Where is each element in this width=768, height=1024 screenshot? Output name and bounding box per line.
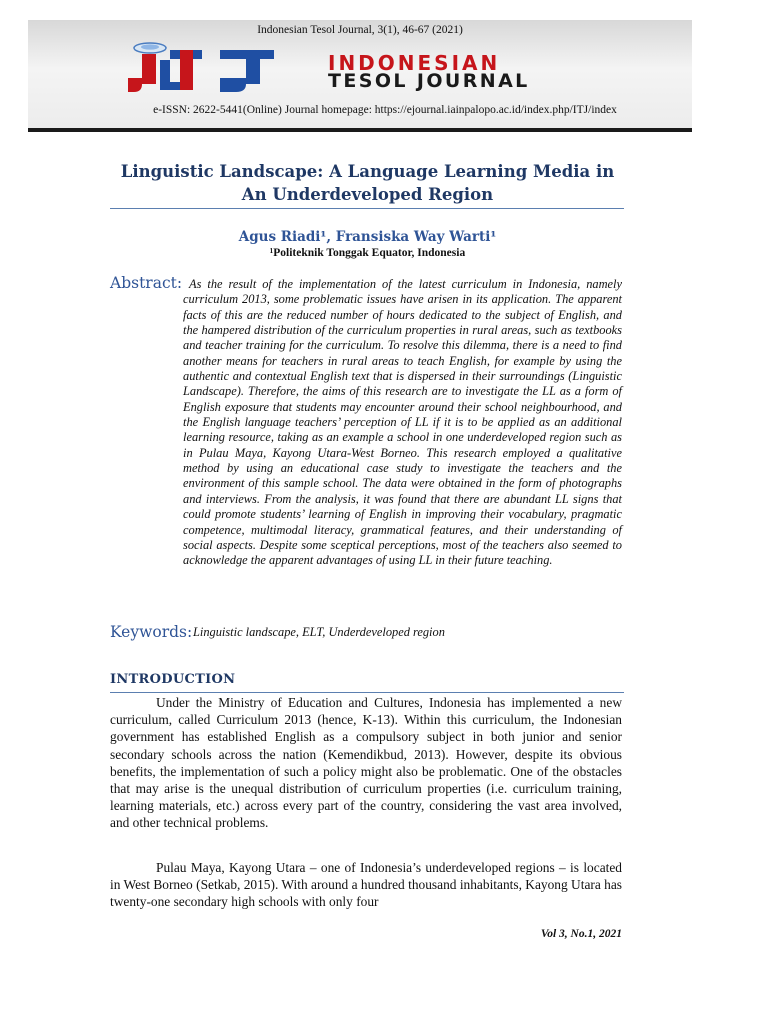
- journal-citation: Indonesian Tesol Journal, 3(1), 46-67 (2021): [257, 24, 463, 36]
- article-authors: Agus Riadi¹, Fransiska Way Warti¹: [238, 229, 497, 245]
- abstract-text: As the result of the implementation of the latest curriculum in Indonesia, namely curriculum 2013, some problematic issues have arisen in its application. The apparent facts of this are the reduced number of hours dedicated to the subject of English, and the hampered distribution of the curriculum properties in rural areas, such as textbooks and teacher training for the curriculum. To resolve this dilemma, there is a need to find another means for teachers in rural areas to teach English, for example by using the authentic and contextual English text that is dispersed in their surroundings (Linguistic Landscape). Therefore, the aims of this research are to investigate the LL as a form of English exposure that students may encounter around their school neighbourhood, and the English language teachers’ perception of LL if it is to be applied as an additional learning resource, taking as an example a school in one underdeveloped region such as in Pulau Maya, Kayong Utara-West Borneo. This research employed a qualitative method by using an educational case study to investigate the teachers and the environment of this sample school. The data were obtained in the form of photographs and interviews. From the analysis, it was found that there are abundant LL signs that could promote students’ learning of English in improving their vocabulary, pragmatic competence, multimodal literacy, grammatical features, and their understanding of social aspects. Despite some sceptical perceptions, most of the teachers also seemed to acknowledge the apparent advantages of using LL in their future teaching.: [183, 277, 622, 568]
- introduction-divider: [110, 692, 624, 693]
- author-affiliation: ¹Politeknik Tonggak Equator, Indonesia: [269, 247, 466, 259]
- volume-footer: Vol 3, No.1, 2021: [540, 928, 622, 940]
- journal-name: [328, 51, 530, 92]
- introduction-heading: INTRODUCTION: [110, 672, 236, 687]
- introduction-paragraph-1: Under the Ministry of Education and Cultures, Indonesia has implemented a new curriculum, called Curriculum 2013 (hence, K-13). Within this curriculum, the Indonesian government has established English as a compulsory subject in both junior and senior secondary schools across the nation (Kemendikbud, 2013). However, despite its obvious benefits, the implementation of such a policy might also be problematic. One of the obstacles that may arise is the unequal distribution of curriculum properties (i.e. curriculum training, learning materials, etc.) across every part of the country, considering the vast area involved, and other technical problems.: [110, 695, 622, 831]
- abstract-label: Abstract:: [110, 274, 183, 292]
- journal-name-line1: INDONESIAN: [328, 51, 501, 75]
- introduction-paragraph-2: Pulau Maya, Kayong Utara – one of Indonesia’s underdeveloped regions – is located in West Borneo (Setkab, 2015). With around a hundred thousand inhabitants, Kayong Utara has twenty-one secondary high schools with only four: [110, 860, 622, 910]
- journal-logo-icon: [124, 40, 304, 96]
- journal-name-line2: TESOL JOURNAL: [328, 70, 530, 92]
- header-divider: [28, 128, 692, 132]
- keywords-text: Linguistic landscape, ELT, Underdeveloped region: [193, 625, 445, 639]
- issn-homepage-line[interactable]: e-ISSN: 2622-5441(Online) Journal homepage: https://ejournal.iainpalopo.ac.id/index.php/ITJ/index: [153, 104, 617, 116]
- keywords-label: Keywords:: [110, 623, 193, 641]
- title-divider: [110, 208, 624, 209]
- article-title: Linguistic Landscape: A Language Learning Media in An Underdeveloped Region: [120, 162, 615, 204]
